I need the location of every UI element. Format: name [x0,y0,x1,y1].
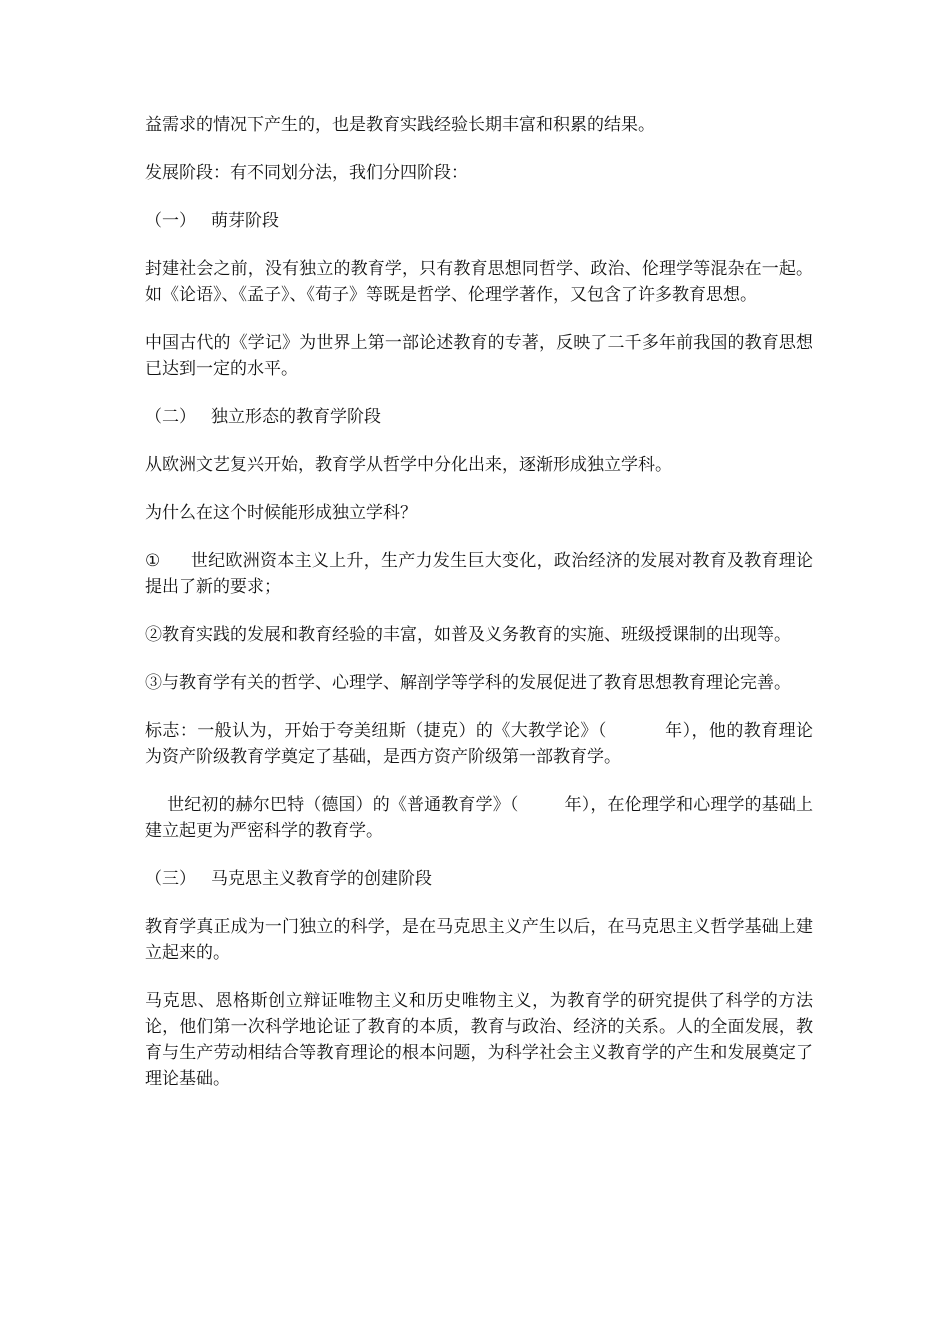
paragraph-reason-3: ③与教育学有关的哲学、心理学、解剖学等学科的发展促进了教育思想教育理论完善。 [145,673,791,693]
section-title: 马克思主义教育学的创建阶段 [211,869,432,889]
section-number: （一） [145,211,196,231]
document-body [145,112,813,1114]
paragraph-herbart: 世纪初的赫尔巴特（德国）的《普通教育学》（ 年），在伦理学和心理学的基础上建立起更为严密科学的教育学。 [145,795,814,841]
paragraph-comenius: 标志：一般认为，开始于夸美纽斯（捷克）的《大教学论》（ 年），他的教育理论为资产阶级教育学奠定了基础，是西方资产阶级第一部教育学。 [145,721,813,767]
paragraph-continuation: 益需求的情况下产生的，也是教育实践经验长期丰富和积累的结果。 [145,115,655,135]
paragraph-xueji: 中国古代的《学记》为世界上第一部论述教育的专著，反映了二千多年前我国的教育思想已达到一定的水平。 [145,333,813,379]
section-heading-2 [145,404,813,430]
paragraph-feudal-era: 封建社会之前，没有独立的教育学，只有教育思想同哲学、政治、伦理学等混杂在一起。如《论语》、《孟子》、《荀子》等既是哲学、伦理学著作，又包含了许多教育思想。 [145,259,813,305]
paragraph-stages-intro: 发展阶段：有不同划分法，我们分四阶段： [145,163,468,183]
list-marker: ① [145,551,161,571]
section-title: 萌芽阶段 [211,211,279,231]
paragraph-why-question: 为什么在这个时候能形成独立学科？ [145,503,417,523]
section-number: （三） [145,869,196,889]
paragraph-reason-1 [145,548,813,600]
paragraph-renaissance: 从欧洲文艺复兴开始，教育学从哲学中分化出来，逐渐形成独立学科。 [145,455,672,475]
section-heading-3 [145,866,813,892]
section-heading-1 [145,208,813,234]
paragraph-marx-engels: 马克思、恩格斯创立辩证唯物主义和历史唯物主义，为教育学的研究提供了科学的方法论，他们第一次科学地论证了教育的本质，教育与政治、经济的关系。人的全面发展，教育与生产劳动相结合等教育理论的根本问题，为科学社会主义教育学的产生和发展奠定了理论基础。 [145,991,813,1089]
section-title: 独立形态的教育学阶段 [211,407,381,427]
paragraph-marxist-founding: 教育学真正成为一门独立的科学，是在马克思主义产生以后，在马克思主义哲学基础上建立起来的。 [145,917,813,963]
section-number: （二） [145,407,196,427]
reason-text: 世纪欧洲资本主义上升，生产力发生巨大变化，政治经济的发展对教育及教育理论提出了新的要求； [145,551,813,597]
paragraph-reason-2: ②教育实践的发展和教育经验的丰富，如普及义务教育的实施、班级授课制的出现等。 [145,625,791,645]
